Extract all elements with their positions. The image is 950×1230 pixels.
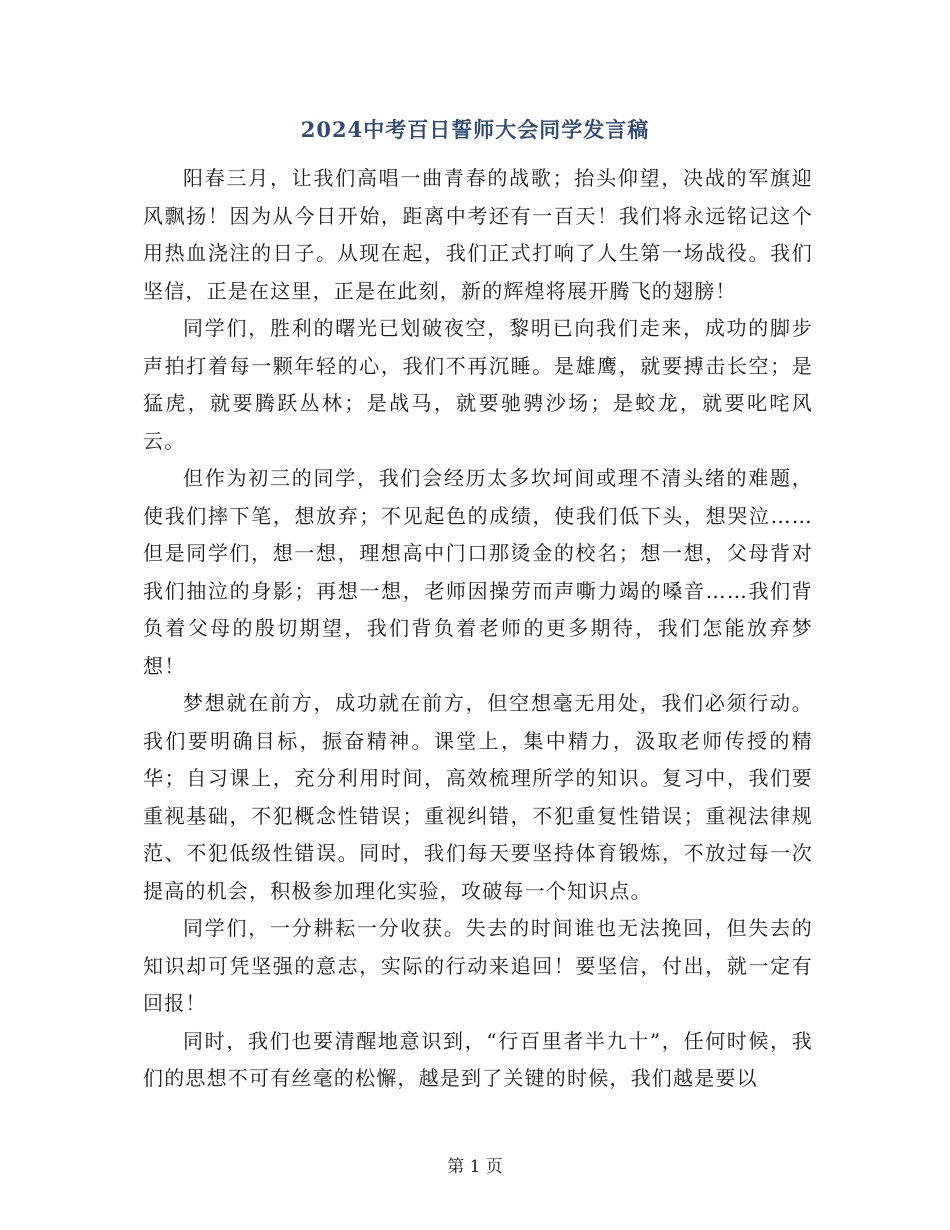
document-body: [143, 160, 813, 1098]
paragraph: 同时，我们也要清醒地意识到，“行百里者半九十”，任何时候，我们的思想不可有丝毫的松懈，越是到了关键的时候，我们越是要以: [143, 1028, 813, 1090]
paragraph: 同学们，胜利的曙光已划破夜空，黎明已向我们走来，成功的脚步声拍打着每一颗年轻的心，我们不再沉睡。是雄鹰，就要搏击长空；是猛虎，就要腾跃丛林；是战马，就要驰骋沙场；是蛟龙，就要叱咤风云。: [143, 316, 813, 453]
page-number: 第 1 页: [447, 1157, 503, 1177]
paragraph: 梦想就在前方，成功就在前方，但空想毫无用处，我们必须行动。我们要明确目标，振奋精神。课堂上，集中精力，汲取老师传授的精华；自习课上，充分利用时间，高效梳理所学的知识。复习中，我们要重视基础，不犯概念性错误；重视纠错，不犯重复性错误；重视法律规范、不犯低级性错误。同时，我们每天要坚持体育锻炼，不放过每一次提高的机会，积极参加理化实验，攻破每一个知识点。: [143, 691, 813, 903]
paragraph: 但作为初三的同学，我们会经历太多坎坷间或理不清头绪的难题，使我们摔下笔，想放弃；不见起色的成绩，使我们低下头，想哭泣……但是同学们，想一想，理想高中门口那烫金的校名；想一想，父母背对我们抽泣的身影；再想一想，老师因操劳而声嘶力竭的嗓音……我们背负着父母的殷切期望，我们背负着老师的更多期待，我们怎能放弃梦想！: [143, 466, 813, 678]
paragraph: 同学们，一分耕耘一分收获。失去的时间谁也无法挽回，但失去的知识却可凭坚强的意志，实际的行动来追回！要坚信，付出，就一定有回报！: [143, 916, 813, 1015]
paragraph: 阳春三月，让我们高唱一曲青春的战歌；抬头仰望，决战的军旗迎风飘扬！因为从今日开始，距离中考还有一百天！我们将永远铭记这个用热血浇注的日子。从现在起，我们正式打响了人生第一场战役。我们坚信，正是在这里，正是在此刻，新的辉煌将展开腾飞的翅膀！: [143, 166, 813, 303]
document-title: 2024中考百日誓师大会同学发言稿: [300, 117, 650, 142]
